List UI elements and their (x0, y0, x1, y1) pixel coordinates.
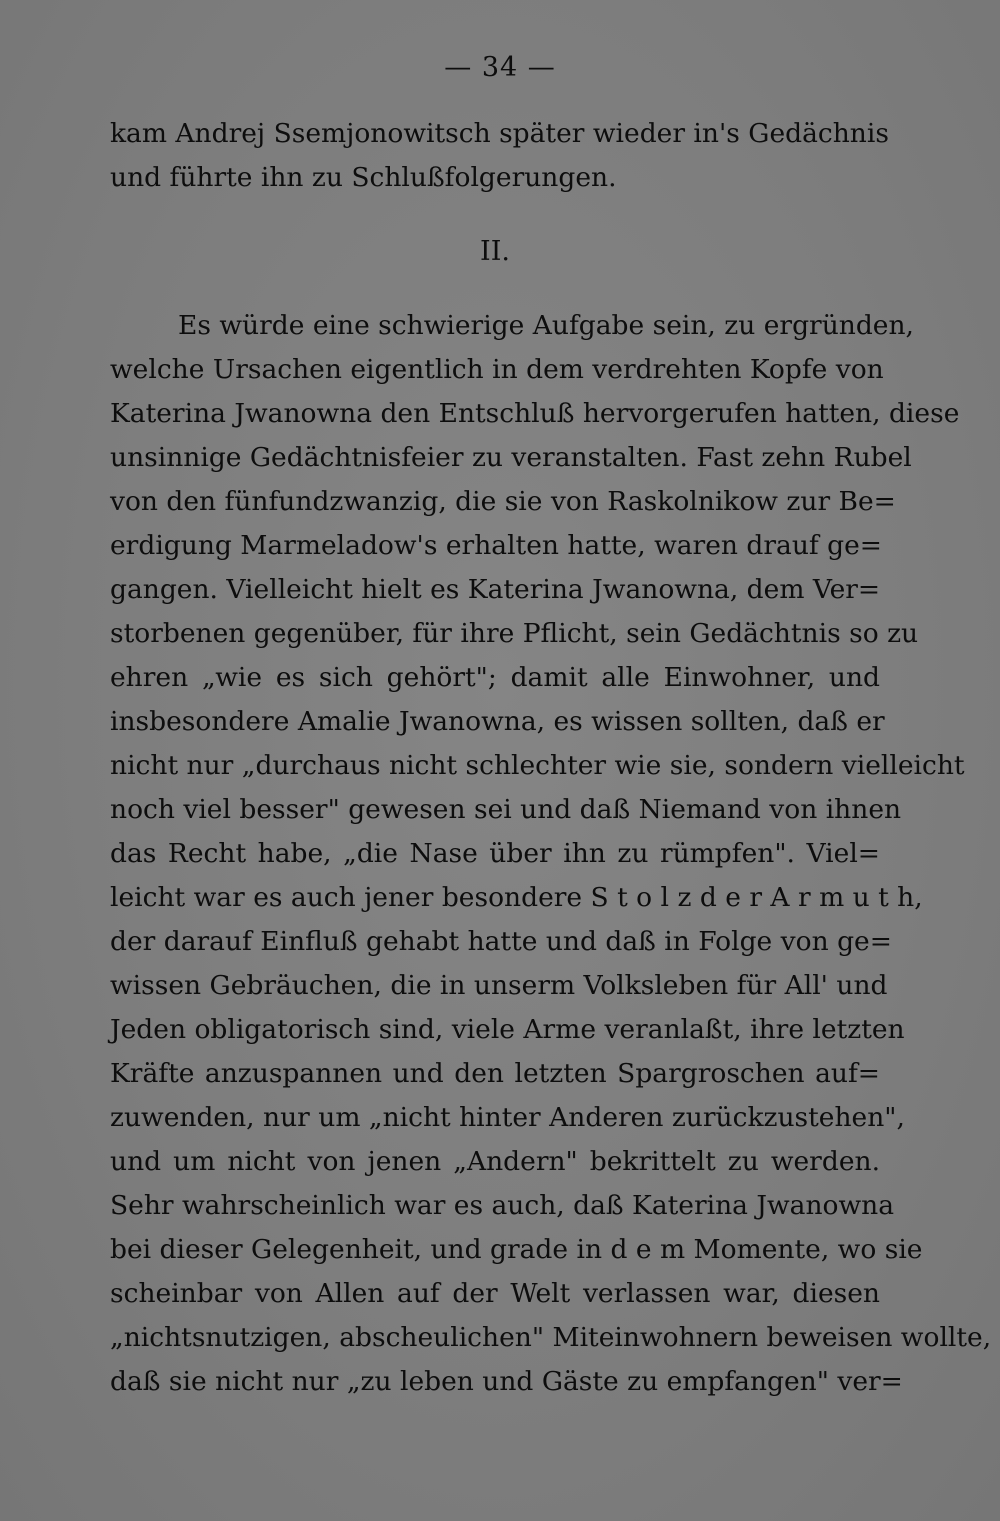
text-line: Katerina Jwanowna den Entschluß hervorgerufen hatten, diese (110, 398, 960, 429)
text-line: leicht war es auch jener besondere S t o l z d e r A r m u t h, (110, 882, 923, 913)
page-number: — 34 — (444, 52, 556, 83)
text-line: gangen. Vielleicht hielt es Katerina Jwanowna, dem Ver= (110, 574, 881, 605)
text-line: erdigung Marmeladow's erhalten hatte, waren drauf ge= (110, 530, 882, 561)
text-line: noch viel besser" gewesen sei und daß Niemand von ihnen (110, 794, 902, 825)
text-line: Jeden obligatorisch sind, viele Arme veranlaßt, ihre letzten (110, 1014, 905, 1045)
text-line: der darauf Einfluß gehabt hatte und daß in Folge von ge= (110, 926, 892, 957)
text-line: das Recht habe, „die Nase über ihn zu rümpfen". Viel= (110, 838, 880, 869)
text-line: nicht nur „durchaus nicht schlechter wie sie, sondern vielleicht (110, 750, 965, 781)
text-block (110, 112, 992, 1404)
text-line: insbesondere Amalie Jwanowna, es wissen sollten, daß er (110, 706, 885, 737)
text-line: von den fünfundzwanzig, die sie von Raskolnikow zur Be= (110, 486, 896, 517)
text-line: Kräfte anzuspannen und den letzten Spargroschen auf= (110, 1058, 880, 1089)
text-line: bei dieser Gelegenheit, und grade in d e m Momente, wo sie (110, 1234, 923, 1265)
text-line: und um nicht von jenen „Andern" bekrittelt zu werden. (110, 1146, 880, 1177)
text-line: Es würde eine schwierige Aufgabe sein, zu ergründen, (178, 310, 914, 341)
section-heading: II. (480, 236, 510, 267)
text-line: zuwenden, nur um „nicht hinter Anderen zurückzustehen", (110, 1102, 905, 1133)
text-line: scheinbar von Allen auf der Welt verlassen war, diesen (110, 1278, 880, 1309)
text-line: kam Andrej Ssemjonowitsch später wieder in's Gedächnis (110, 118, 889, 149)
text-line: daß sie nicht nur „zu leben und Gäste zu empfangen" ver= (110, 1366, 903, 1397)
text-line: und führte ihn zu Schlußfolgerungen. (110, 162, 617, 193)
text-line: wissen Gebräuchen, die in unserm Volksleben für All' und (110, 970, 888, 1001)
text-line: Sehr wahrscheinlich war es auch, daß Katerina Jwanowna (110, 1190, 895, 1221)
text-line: ehren „wie es sich gehört"; damit alle Einwohner, und (110, 662, 880, 693)
text-line: storbenen gegenüber, für ihre Pflicht, sein Gedächtnis so zu (110, 618, 919, 649)
text-line: welche Ursachen eigentlich in dem verdrehten Kopfe von (110, 354, 884, 385)
text-line: unsinnige Gedächtnisfeier zu veranstalten. Fast zehn Rubel (110, 442, 912, 473)
text-line: „nichtsnutzigen, abscheulichen" Miteinwohnern beweisen wollte, (110, 1322, 992, 1353)
